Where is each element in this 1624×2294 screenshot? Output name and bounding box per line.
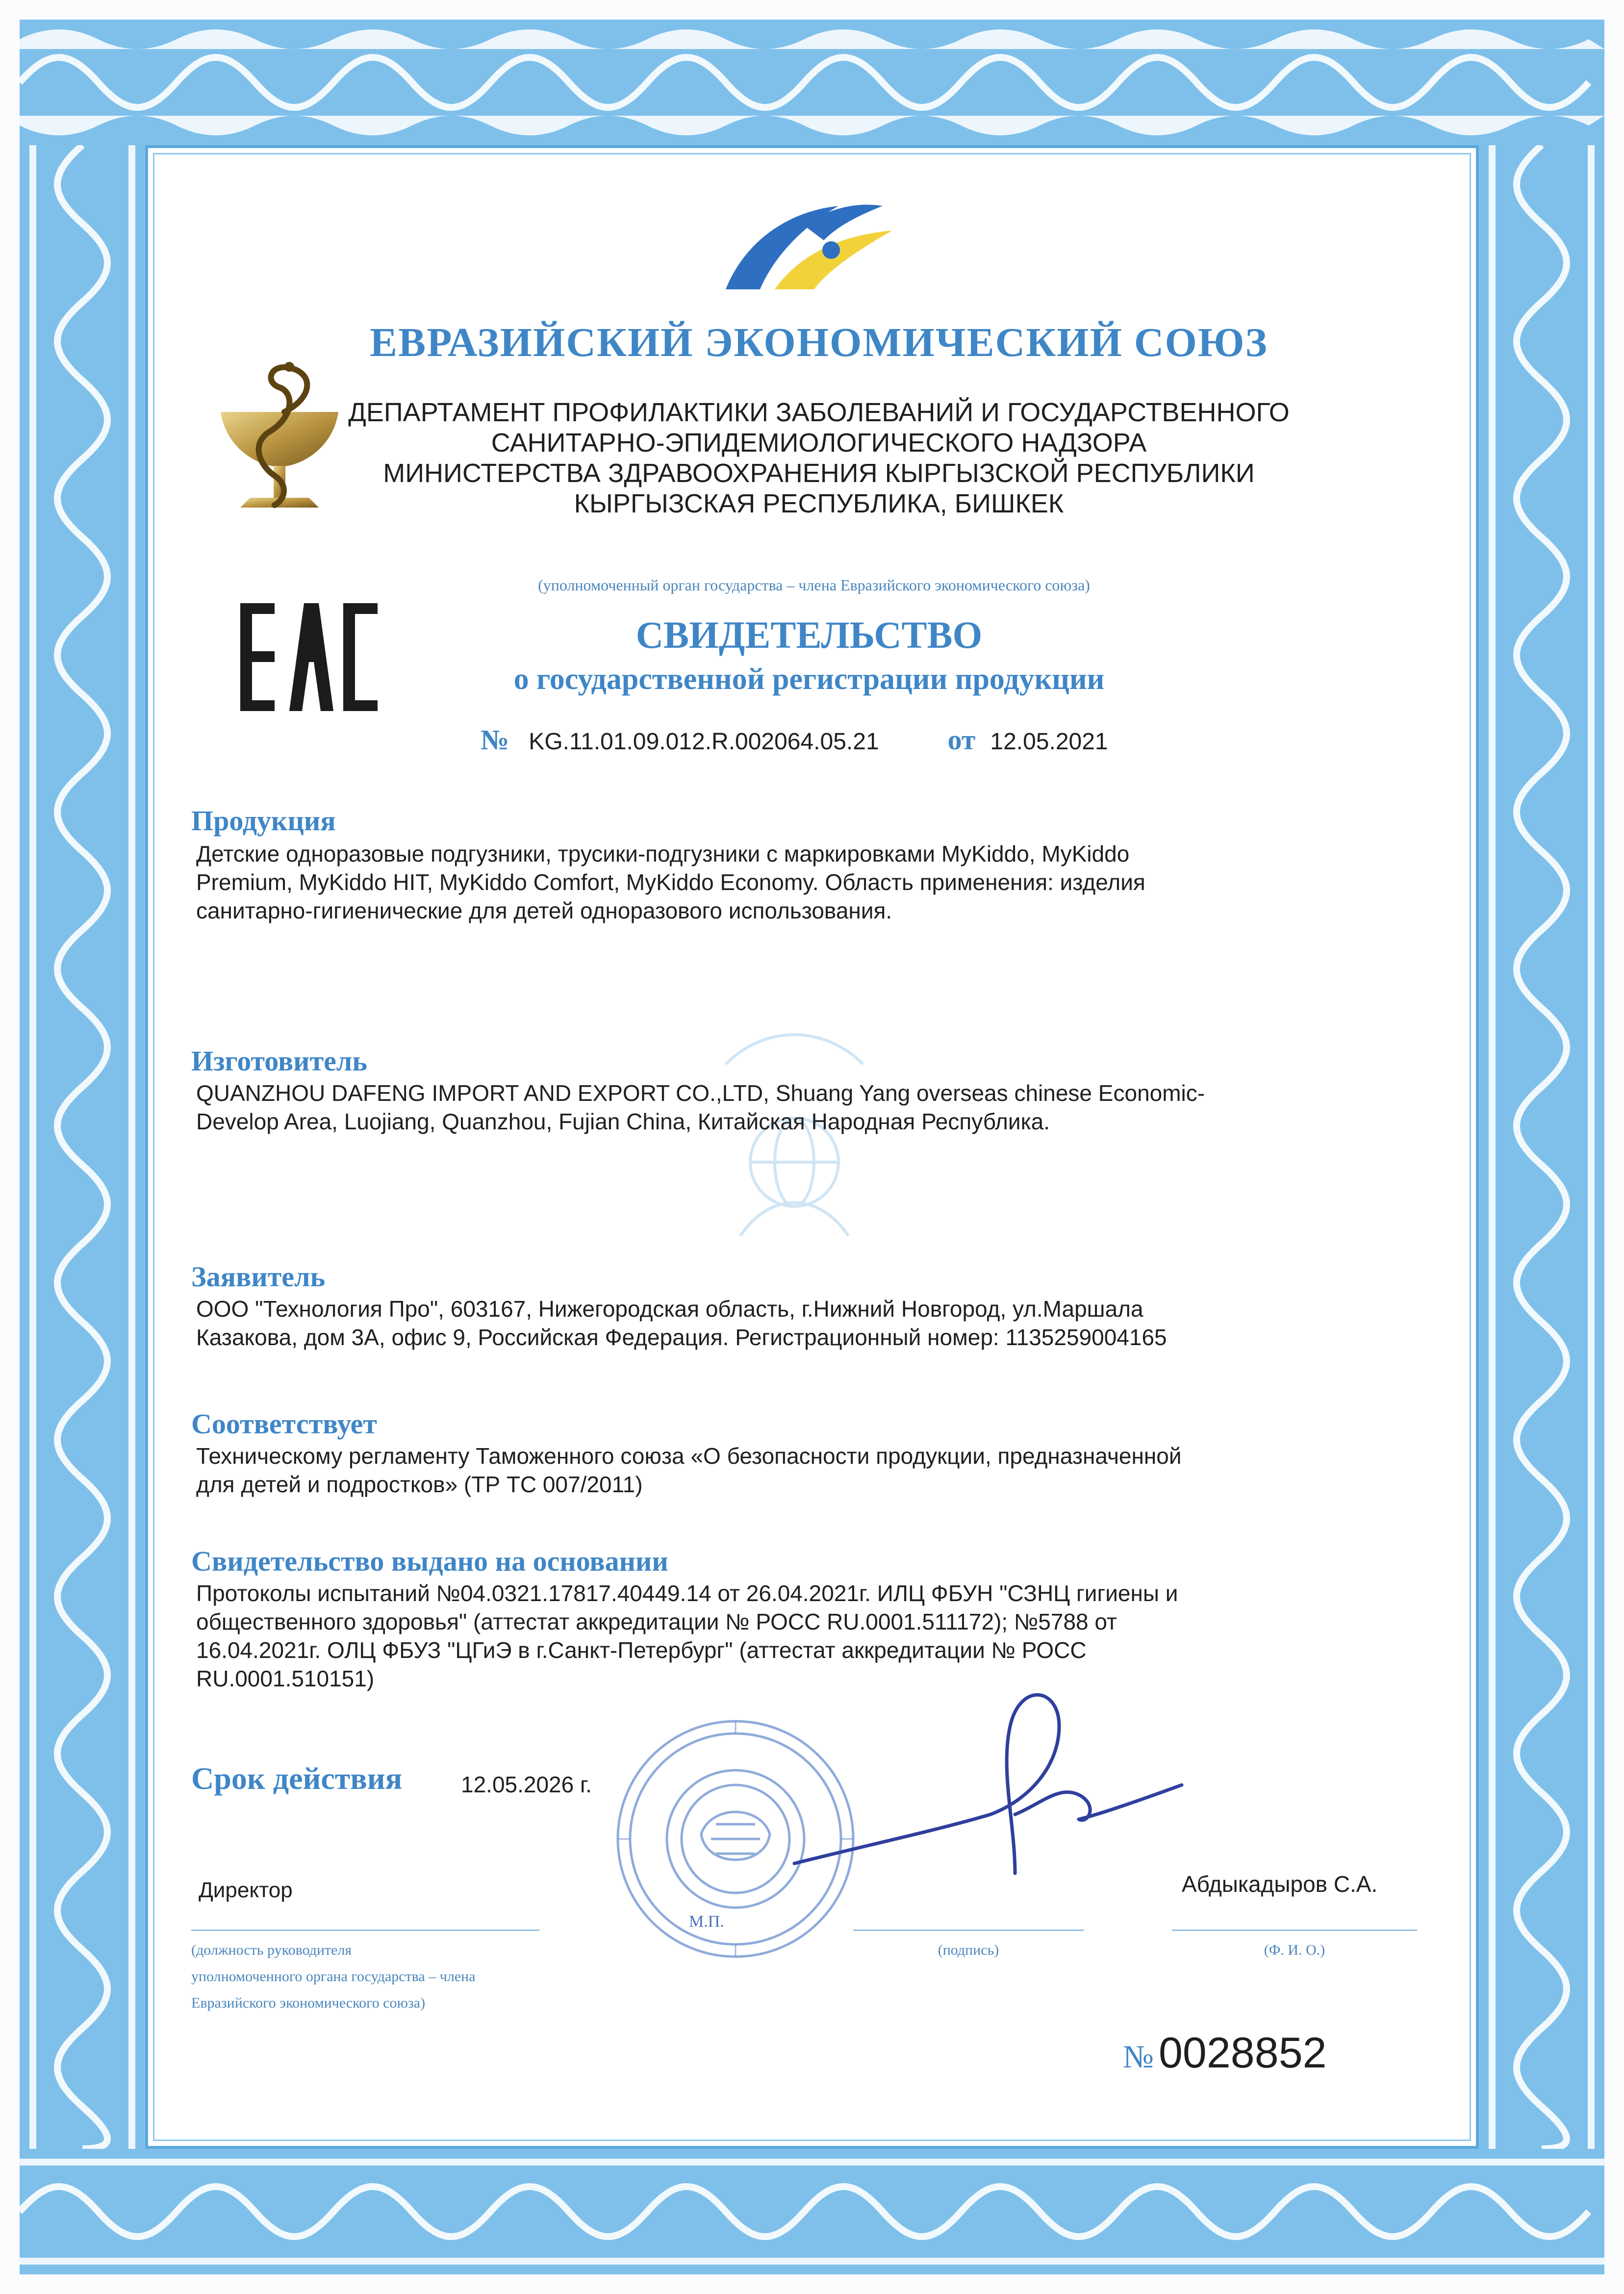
department-block — [255, 397, 1383, 519]
signature-icon — [785, 1667, 1187, 1893]
signature-underline — [853, 1930, 1084, 1931]
product-body — [196, 840, 1422, 925]
applicant-line: ООО "Технология Про", 603167, Нижегородская область, г.Нижний Новгород, ул.Маршала — [196, 1296, 1143, 1322]
certificate-date: 12.05.2021 — [990, 729, 1108, 755]
signatory-name: Абдыкадыров С.А. — [1182, 1871, 1378, 1897]
authority-note: (уполномоченный орган государства – члена Евразийского экономического союза) — [538, 576, 1090, 594]
basis-line: RU.0001.510151) — [196, 1666, 375, 1691]
name-underline — [1172, 1930, 1417, 1931]
position-label: Директор — [199, 1878, 293, 1902]
position-underline — [191, 1930, 539, 1931]
ornamental-border-top — [20, 20, 1604, 145]
department-line: САНИТАРНО-ЭПИДЕМИОЛОГИЧЕСКОГО НАДЗОРА — [491, 428, 1147, 458]
product-line: санитарно-гигиенические для детей одноразового использования. — [196, 898, 892, 923]
basis-line: Протоколы испытаний №04.0321.17817.40449.14 от 26.04.2021г. ИЛЦ ФБУН "СЗНЦ гигиены и — [196, 1580, 1178, 1606]
serial-value: 0028852 — [1158, 2028, 1327, 2077]
position-caption-line: Евразийского экономического союза) — [191, 1995, 426, 2011]
product-heading: Продукция — [191, 805, 336, 837]
conforms-line: для детей и подростков» (ТР ТС 007/2011) — [196, 1472, 643, 1497]
manufacturer-line: QUANZHOU DAFENG IMPORT AND EXPORT CO.,LTD, Shuang Yang overseas chinese Economic- — [196, 1080, 1205, 1106]
validity-label: Срок действия — [191, 1761, 403, 1796]
name-caption: (Ф. И. О.) — [1264, 1942, 1325, 1958]
stamp-label: М.П. — [689, 1912, 724, 1931]
manufacturer-body — [196, 1079, 1422, 1136]
serial-symbol: № — [1123, 2039, 1154, 2075]
eac-mark-icon — [240, 598, 378, 716]
certificate-subtitle: о государственной регистрации продукции — [513, 663, 1105, 696]
certificate-number: KG.11.01.09.012.R.002064.05.21 — [529, 729, 879, 755]
position-caption — [191, 1937, 633, 2016]
conforms-line: Техническому регламенту Таможенного союза «О безопасности продукции, предназначенной — [196, 1443, 1182, 1469]
ornamental-border-left — [20, 145, 145, 2149]
product-line: Premium, MyKiddo HIT, MyKiddo Comfort, MyKiddo Economy. Область применения: изделия — [196, 869, 1145, 895]
serial-number — [1123, 2028, 1327, 2078]
certificate-number-line — [481, 723, 1363, 756]
conforms-heading: Соответствует — [191, 1408, 377, 1440]
department-line: МИНИСТЕРСТВА ЗДРАВООХРАНЕНИЯ КЫРГЫЗСКОЙ РЕСПУБЛИКИ — [383, 459, 1255, 488]
union-title: ЕВРАЗИЙСКИЙ ЭКОНОМИЧЕСКИЙ СОЮЗ — [370, 320, 1268, 365]
applicant-heading: Заявитель — [191, 1261, 326, 1293]
eeu-logo-icon — [716, 196, 902, 294]
certificate-title: СВИДЕТЕЛЬСТВО — [635, 613, 983, 656]
position-caption-line: уполномоченного органа государства – члена — [191, 1968, 476, 1985]
ornamental-border-bottom — [20, 2149, 1604, 2274]
signature-caption: (подпись) — [938, 1942, 999, 1958]
applicant-line: Казакова, дом 3А, офис 9, Российская Федерация. Регистрационный номер: 1135259004165 — [196, 1325, 1167, 1350]
product-line: Детские одноразовые подгузники, трусики-подгузники с маркировками MyKiddo, MyKiddo — [196, 841, 1130, 867]
basis-line: 16.04.2021г. ОЛЦ ФБУЗ "ЦГиЭ в г.Санкт-Петербург" (аттестат аккредитации № РОСС — [196, 1637, 1087, 1663]
basis-heading: Свидетельство выдано на основании — [191, 1545, 668, 1577]
basis-line: общественного здоровья" (аттестат аккредитации № РОСС RU.0001.511172); №5788 от — [196, 1609, 1117, 1634]
validity-date: 12.05.2026 г. — [461, 1772, 592, 1797]
manufacturer-heading: Изготовитель — [191, 1045, 368, 1077]
conforms-body — [196, 1442, 1422, 1499]
position-caption-line: (должность руководителя — [191, 1942, 352, 1958]
manufacturer-line: Develop Area, Luojiang, Quanzhou, Fujian China, Китайская Народная Республика. — [196, 1109, 1050, 1134]
ornamental-border-right — [1479, 145, 1604, 2149]
from-label: от — [947, 724, 976, 756]
number-symbol: № — [481, 724, 509, 756]
applicant-body — [196, 1295, 1422, 1351]
department-line: ДЕПАРТАМЕНТ ПРОФИЛАКТИКИ ЗАБОЛЕВАНИЙ И ГОСУДАРСТВЕННОГО — [348, 398, 1290, 427]
department-line: КЫРГЫЗСКАЯ РЕСПУБЛИКА, БИШКЕК — [574, 489, 1064, 518]
